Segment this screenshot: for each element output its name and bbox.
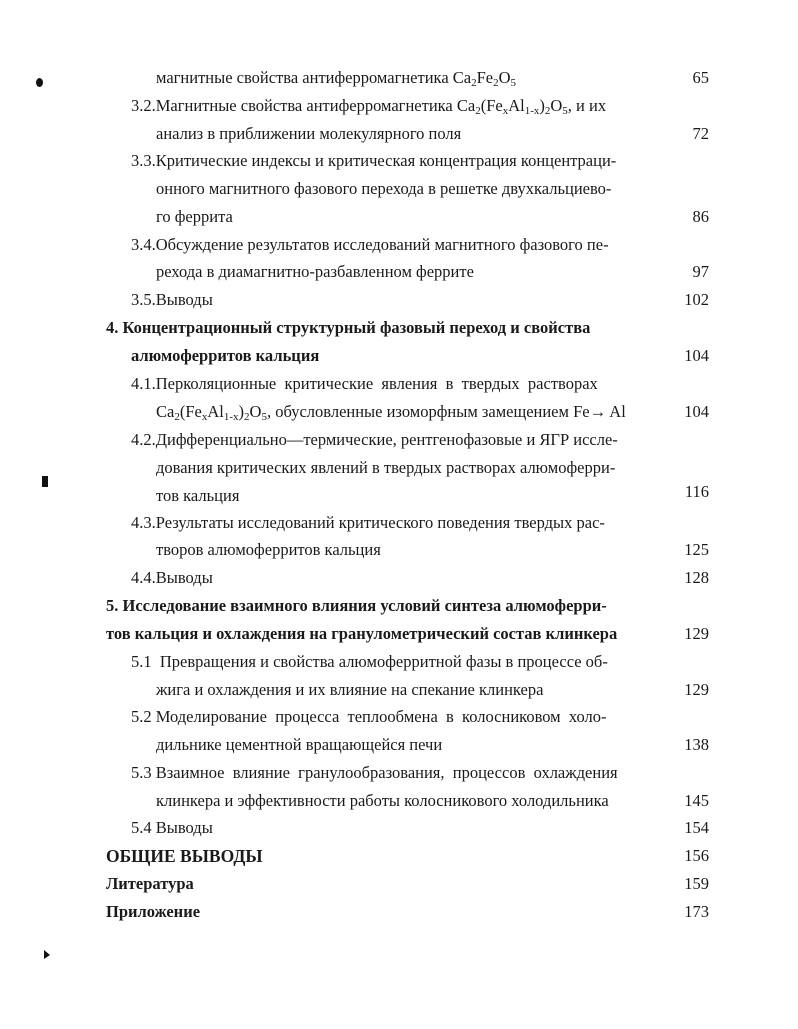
toc-entry-3-5: 3.5.Выводы xyxy=(131,290,213,309)
page-number: 129 xyxy=(684,624,709,643)
toc-chapter-5-cont: тов кальция и охлаждения на гранулометрический состав клинкера xyxy=(106,624,618,643)
scan-mark-bottom xyxy=(44,950,50,959)
toc-entry-3-3: 3.3.Критические индексы и критическая концентрация концентраци- xyxy=(131,151,617,170)
toc-chapter-4: 4. Концентрационный структурный фазовый переход и свойства xyxy=(106,318,591,337)
toc-appendix: Приложение xyxy=(106,902,201,921)
page-number: 138 xyxy=(684,735,709,754)
toc-entry-5-2: 5.2 Моделирование процесса теплообмена в колосниковом холо- xyxy=(131,707,607,726)
page-number: 145 xyxy=(684,791,709,810)
toc-entry-3-1-cont: магнитные свойства антиферромагнетика $Ca_2Fe_2O_5$ xyxy=(156,68,517,89)
toc-entry-3-2-cont: анализ в приближении молекулярного поля xyxy=(156,124,462,143)
toc-entry-3-4: 3.4.Обсуждение результатов исследований магнитного фазового пе- xyxy=(131,235,609,254)
page-number: 116 xyxy=(684,482,709,501)
page-number: 128 xyxy=(684,568,709,587)
toc-entry-4-1: 4.1.Перколяционные критические явления в твердых растворах xyxy=(131,374,598,393)
toc-entry-5-1-cont: жига и охлаждения и их влияние на спекание клинкера xyxy=(156,680,544,699)
toc-entry-5-3: 5.3 Взаимное влияние гранулообразования, процессов охлаждения xyxy=(131,763,618,782)
toc-entry-5-3-cont: клинкера и эффективности работы колосникового холодильника xyxy=(156,791,609,810)
page-number: 104 xyxy=(684,346,709,365)
toc-entry-5-1: 5.1 Превращения и свойства алюмоферритной фазы в процессе об- xyxy=(131,652,608,671)
page-number: 154 xyxy=(684,818,709,837)
page-number: 129 xyxy=(684,680,709,699)
toc-chapter-4-cont: алюмоферритов кальция xyxy=(131,346,320,365)
toc-literature: Литература xyxy=(106,874,194,893)
toc-entry-3-3-cont: го феррита xyxy=(156,207,233,226)
toc-entry-4-1-cont: $Ca_2(Fe_xAl_{1-x})_2O_5$, обусловленные изоморфным замещением Fe→ Al xyxy=(156,402,626,423)
toc-entry-5-2-cont: дильнике цементной вращающейся печи xyxy=(156,735,443,754)
toc-entry-4-2: 4.2.Дифференциально—термические, рентгенофазовые и ЯГР иссле- xyxy=(131,430,618,449)
toc-entry-4-2-cont: тов кальция xyxy=(156,486,240,505)
toc-chapter-5: 5. Исследование взаимного влияния условий синтеза алюмоферри- xyxy=(106,596,607,615)
page-number: 104 xyxy=(684,402,709,421)
page-number: 97 xyxy=(692,262,709,281)
page-number: 125 xyxy=(684,540,709,559)
toc-conclusions: ОБЩИЕ ВЫВОДЫ xyxy=(106,846,263,866)
toc-entry-4-4: 4.4.Выводы xyxy=(131,568,213,587)
toc-entry-4-3: 4.3.Результаты исследований критического поведения твердых рас- xyxy=(131,513,605,532)
toc-entry-4-3-cont: творов алюмоферритов кальция xyxy=(156,540,381,559)
toc-entry-3-2: 3.2.Магнитные свойства антиферромагнетика $Ca_2(Fe_xAl_{1-x})_2O_5$, и их xyxy=(131,96,607,117)
toc-entry-5-4: 5.4 Выводы xyxy=(131,818,213,837)
page-number: 65 xyxy=(692,68,709,87)
page-number: 72 xyxy=(692,124,709,143)
page-number: 102 xyxy=(684,290,709,309)
scan-mark-middle xyxy=(42,476,48,487)
page-number: 156 xyxy=(684,846,709,865)
page-number: 159 xyxy=(684,874,709,893)
toc-entry-3-3-cont: онного магнитного фазового перехода в решетке двухкальциево- xyxy=(156,179,612,198)
toc-entry-3-4-cont: рехода в диамагнитно-разбавленном феррите xyxy=(156,262,474,281)
page-number: 173 xyxy=(684,902,709,921)
toc-entry-4-2-cont: дования критических явлений в твердых растворах алюмоферри- xyxy=(156,458,616,477)
page-number: 86 xyxy=(692,207,709,226)
scan-mark-top xyxy=(36,78,43,87)
